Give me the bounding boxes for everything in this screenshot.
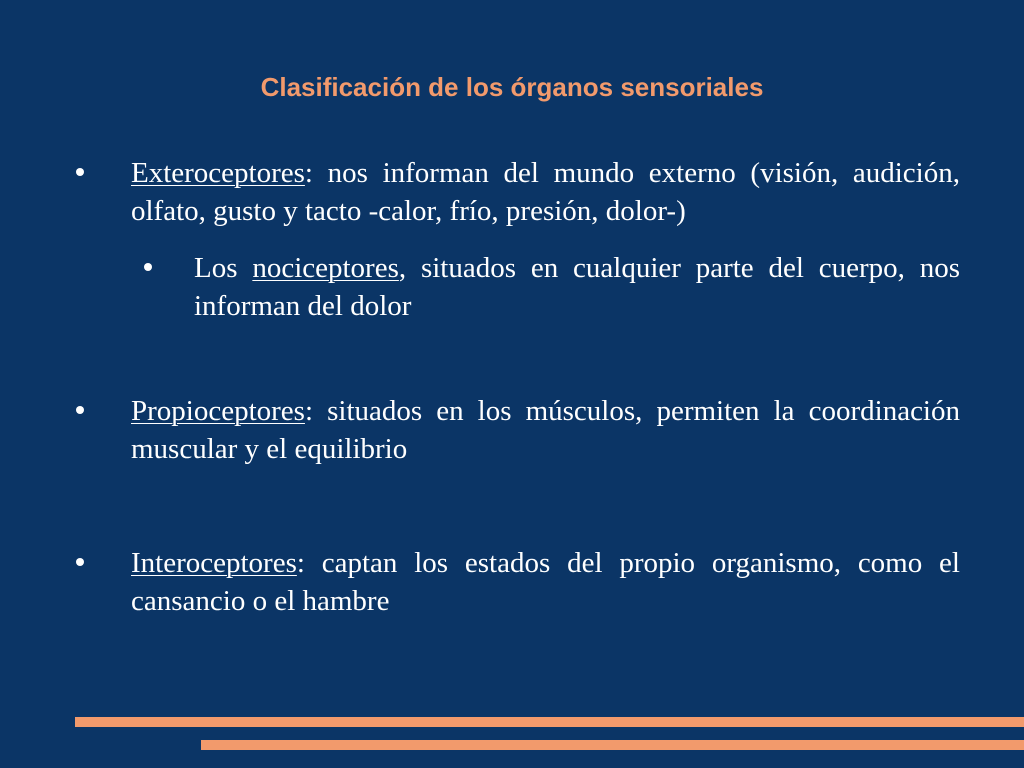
bullet-item-exteroceptores (131, 154, 960, 230)
bullet-item-propioceptores (131, 392, 960, 468)
bullet-item-interoceptores (131, 544, 960, 620)
slide-title: Clasificación de los órganos sensoriales (260, 72, 764, 102)
bullet-item-nociceptores (194, 249, 960, 325)
bullet-prefix: Los (194, 252, 253, 284)
decorative-bar-bottom (201, 740, 1024, 750)
bullet-dot-icon (144, 263, 152, 271)
bullet-text: : nos informan del mundo externo (visión, audición, olfato, gusto y tacto -calor, frío, presión, dolor-) (131, 157, 960, 227)
bullet-text: : captan los estados del propio organismo, como el cansancio o el hambre (131, 547, 960, 617)
term-nociceptores: nociceptores (252, 252, 399, 284)
term-propioceptores: Propioceptores (131, 395, 305, 427)
bullet-dot-icon (76, 168, 84, 176)
bullet-dot-icon (76, 406, 84, 414)
term-interoceptores: Interoceptores (131, 547, 297, 579)
decorative-bar-top (75, 717, 1024, 727)
bullet-text: : situados en los músculos, permiten la coordinación muscular y el equilibrio (131, 395, 960, 465)
bullet-dot-icon (76, 558, 84, 566)
bullet-text: , situados en cualquier parte del cuerpo, nos informan del dolor (194, 252, 961, 322)
term-exteroceptores: Exteroceptores (131, 157, 305, 189)
